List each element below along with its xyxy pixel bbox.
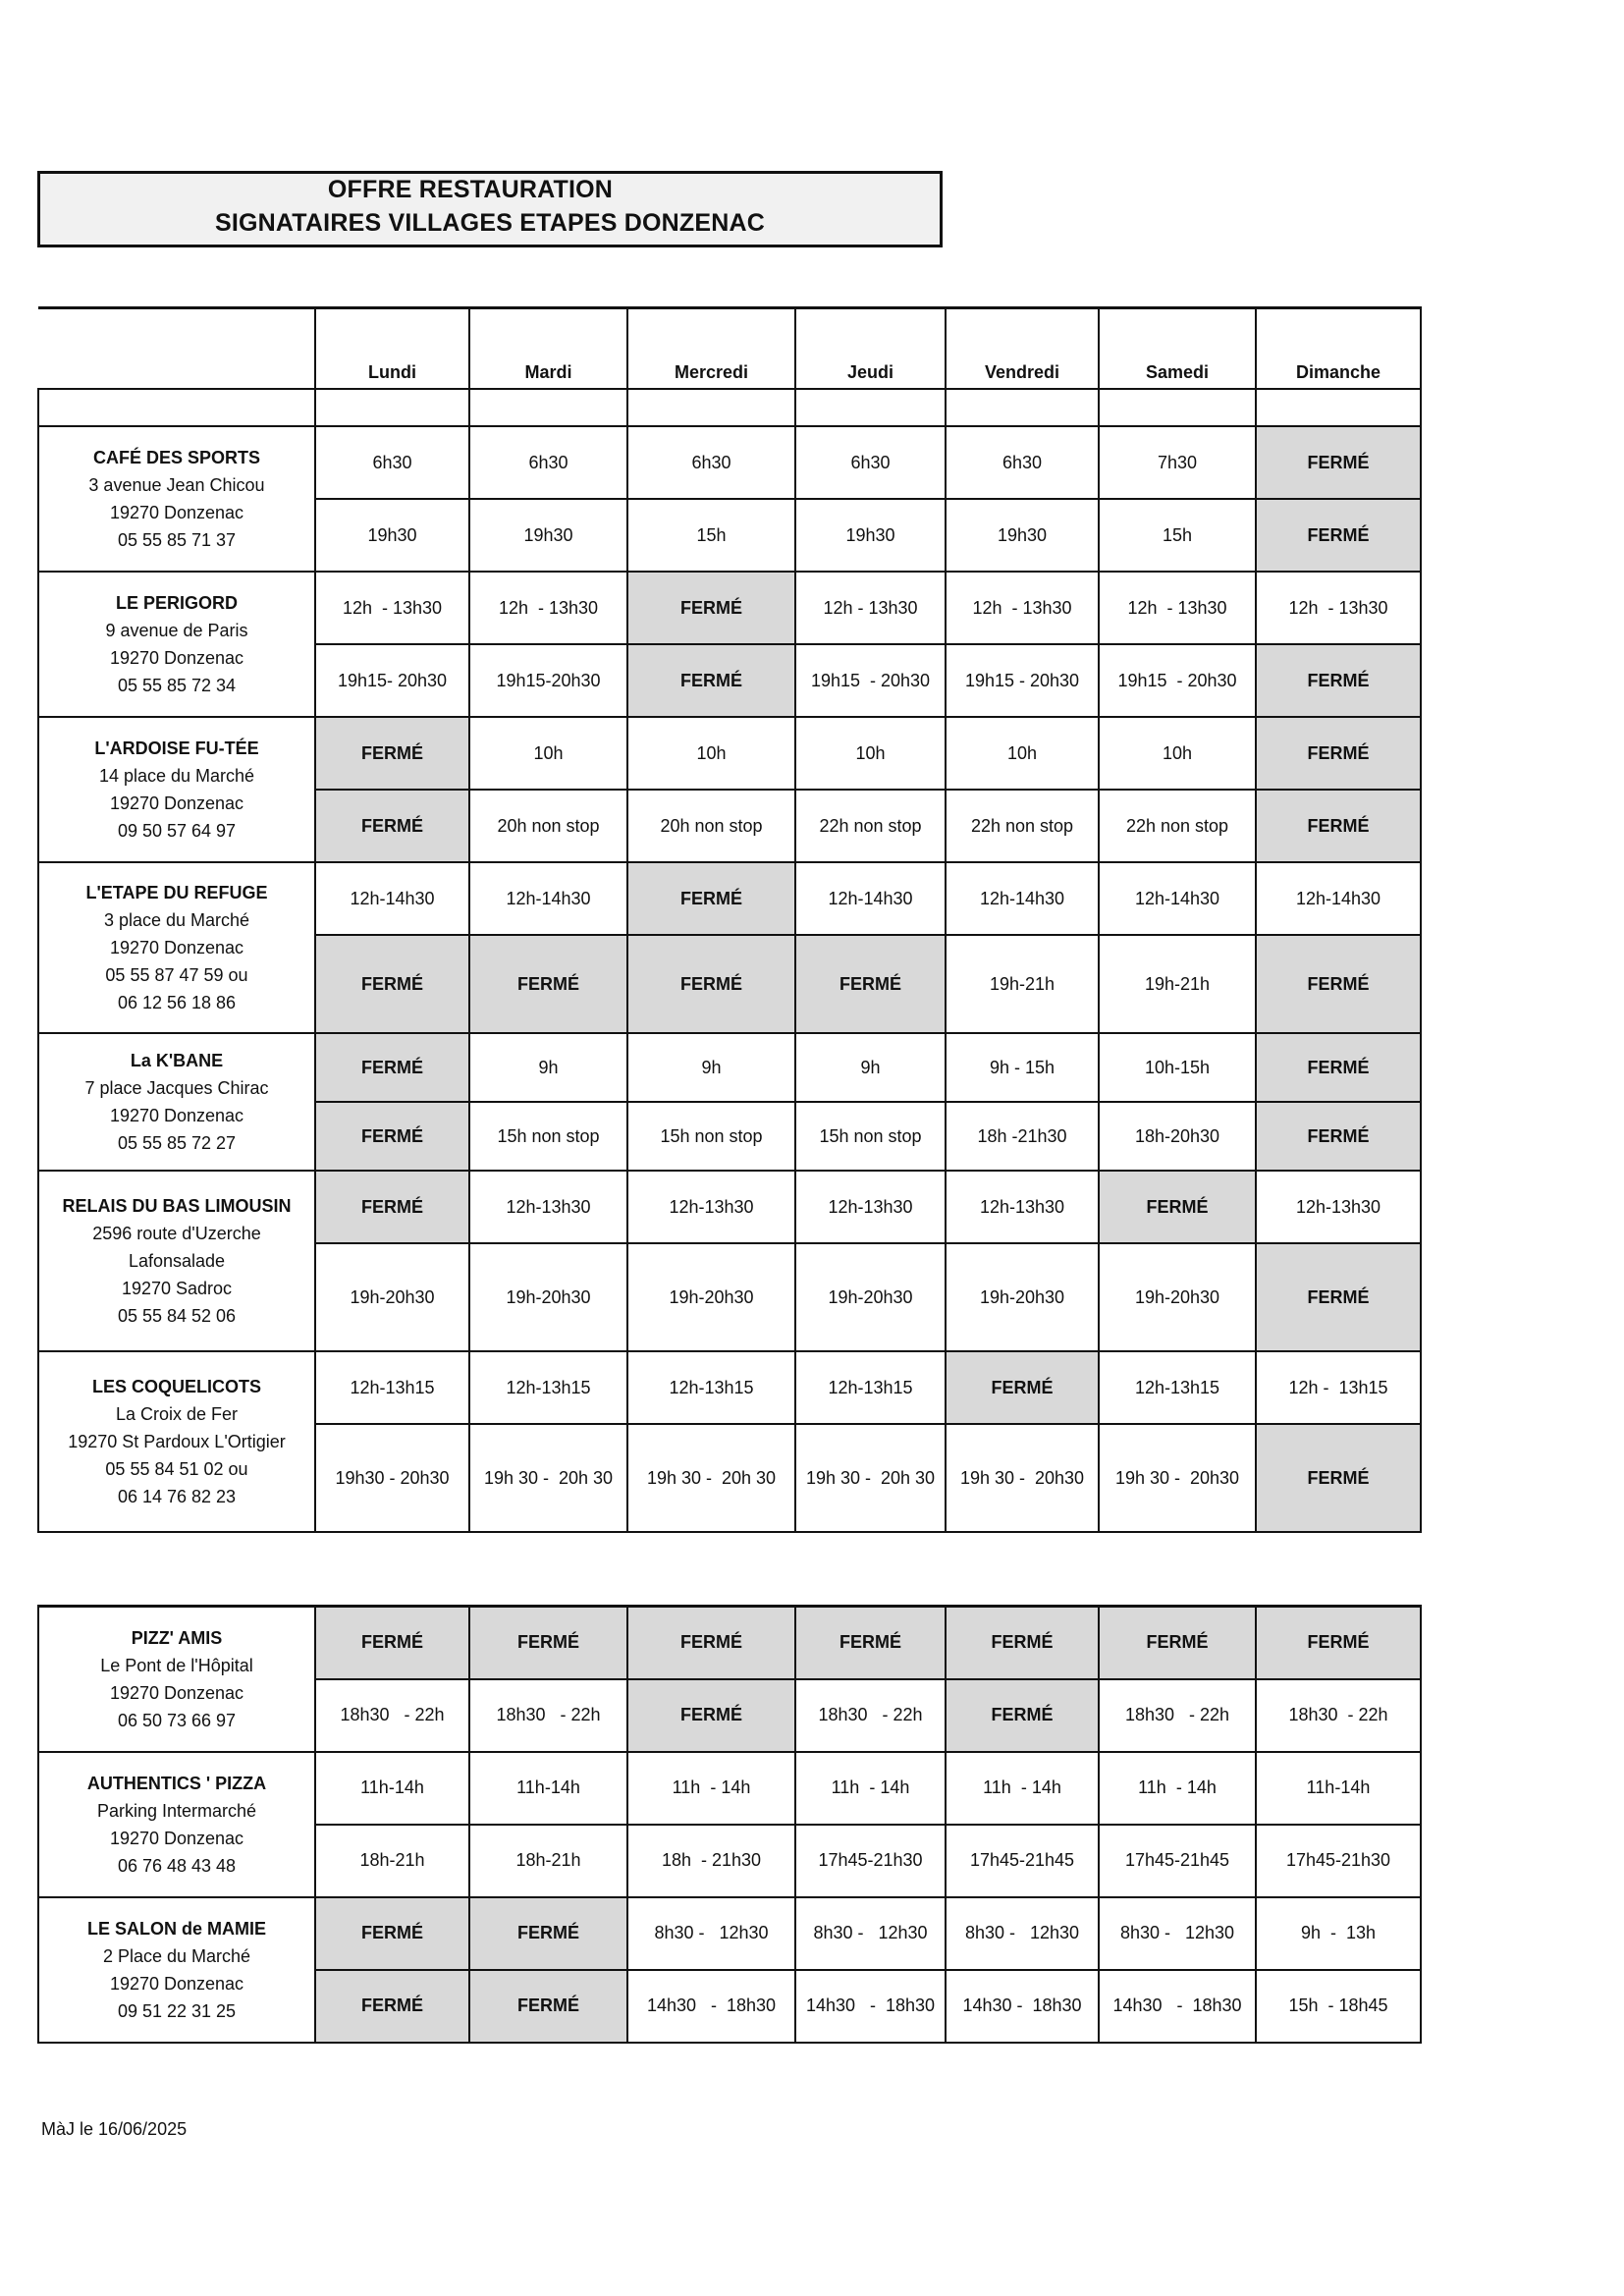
hours-cell-lundi: 12h-13h15 [315, 1351, 469, 1424]
hours-cell-mardi: 19h30 [469, 499, 627, 572]
establishment-name: L'ETAPE DU REFUGE [85, 883, 268, 902]
closed-cell-mardi: FERMÉ [469, 1607, 627, 1679]
establishment-address-line: 19270 Donzenac [109, 1682, 244, 1703]
header-corner [38, 308, 315, 390]
hours-cell-jeudi: 12h-14h30 [795, 862, 946, 935]
header-spacer-row [38, 389, 1421, 426]
closed-cell-lundi: FERMÉ [315, 1897, 469, 1970]
hours-cell-jeudi: 14h30 - 18h30 [795, 1970, 946, 2043]
closed-cell-jeudi: FERMÉ [795, 1607, 946, 1679]
establishment-address-line: 9 avenue de Paris [105, 621, 248, 640]
closed-cell-dimanche: FERMÉ [1256, 426, 1421, 499]
spacer-cell [315, 389, 469, 426]
hours-cell-vendredi: 6h30 [946, 426, 1099, 499]
closed-cell-dimanche: FERMÉ [1256, 1102, 1421, 1171]
closed-cell-lundi: FERMÉ [315, 1102, 469, 1171]
closed-cell-mardi: FERMÉ [469, 1897, 627, 1970]
schedule-row-authentics-pizza-midi [38, 1752, 1421, 1825]
hours-cell-lundi: 19h15- 20h30 [315, 644, 469, 717]
hours-cell-samedi: 18h-20h30 [1099, 1102, 1256, 1171]
schedule-row-pizz-amis-midi [38, 1607, 1421, 1679]
hours-cell-samedi: 11h - 14h [1099, 1752, 1256, 1825]
hours-cell-jeudi: 10h [795, 717, 946, 790]
hours-cell-dimanche: 12h - 13h30 [1256, 572, 1421, 644]
establishment-name: LES COQUELICOTS [91, 1377, 261, 1396]
establishment-address-line: 14 place du Marché [98, 766, 255, 786]
hours-cell-samedi: 18h30 - 22h [1099, 1679, 1256, 1752]
establishment-address-line: 19270 St Pardoux L'Ortigier [68, 1432, 286, 1451]
hours-cell-lundi: 12h-14h30 [315, 862, 469, 935]
hours-cell-jeudi: 19h15 - 20h30 [795, 644, 946, 717]
hours-cell-samedi: 10h-15h [1099, 1033, 1256, 1102]
establishment-pizz-amis [38, 1607, 315, 1752]
hours-cell-jeudi: 12h-13h15 [795, 1351, 946, 1424]
establishment-address-line: 19270 Donzenac [109, 648, 244, 668]
hours-cell-lundi: 19h30 [315, 499, 469, 572]
establishment-address-line: Lafonsalade [128, 1251, 226, 1271]
schedule-table-pizzerias [37, 1605, 1422, 2044]
establishment-cafe-des-sports [38, 426, 315, 572]
spacer-cell [1256, 389, 1421, 426]
hours-cell-mercredi: 10h [627, 717, 795, 790]
hours-cell-vendredi: 19h15 - 20h30 [946, 644, 1099, 717]
establishment-address-line: 19270 Donzenac [109, 1106, 244, 1125]
hours-cell-vendredi: 22h non stop [946, 790, 1099, 862]
establishment-les-coquelicots [38, 1351, 315, 1532]
establishment-name: L'ARDOISE FU-TÉE [94, 738, 259, 758]
spacer-cell [38, 389, 315, 426]
document-title: OFFRE RESTAURATION [327, 176, 614, 203]
closed-cell-lundi: FERMÉ [315, 1970, 469, 2043]
hours-cell-lundi: 6h30 [315, 426, 469, 499]
day-header-jeudi: Jeudi [795, 308, 946, 390]
hours-cell-mardi: 19h15-20h30 [469, 644, 627, 717]
hours-cell-jeudi: 11h - 14h [795, 1752, 946, 1825]
establishment-name: RELAIS DU BAS LIMOUSIN [62, 1196, 292, 1216]
hours-cell-samedi: 17h45-21h45 [1099, 1825, 1256, 1897]
day-header-samedi: Samedi [1099, 308, 1256, 390]
closed-cell-dimanche: FERMÉ [1256, 499, 1421, 572]
establishment-le-salon-de-mamie [38, 1897, 315, 2043]
hours-cell-jeudi: 9h [795, 1033, 946, 1102]
hours-cell-samedi: 12h-13h15 [1099, 1351, 1256, 1424]
establishment-le-perigord [38, 572, 315, 717]
hours-cell-vendredi: 9h - 15h [946, 1033, 1099, 1102]
hours-cell-dimanche: 12h-14h30 [1256, 862, 1421, 935]
establishment-address-line: La Croix de Fer [115, 1404, 239, 1424]
establishment-address-line: 19270 Donzenac [109, 1973, 244, 1994]
closed-cell-mercredi: FERMÉ [627, 862, 795, 935]
hours-cell-mardi: 12h - 13h30 [469, 572, 627, 644]
closed-cell-dimanche: FERMÉ [1256, 1424, 1421, 1532]
closed-cell-lundi: FERMÉ [315, 790, 469, 862]
hours-cell-samedi: 19h-20h30 [1099, 1243, 1256, 1351]
establishment-address-line: 05 55 87 47 59 ou [105, 965, 248, 985]
establishment-name: LE SALON de MAMIE [86, 1918, 266, 1939]
schedule-row-la-k-bane-midi [38, 1033, 1421, 1102]
spacer-cell [946, 389, 1099, 426]
day-header-dimanche: Dimanche [1256, 308, 1421, 390]
establishment-name: La K'BANE [130, 1051, 224, 1070]
spacer-cell [1099, 389, 1256, 426]
day-header-vendredi: Vendredi [946, 308, 1099, 390]
schedule-row-le-salon-de-mamie-midi [38, 1897, 1421, 1970]
hours-cell-mardi: 12h-13h15 [469, 1351, 627, 1424]
hours-cell-lundi: 19h-20h30 [315, 1243, 469, 1351]
closed-cell-lundi: FERMÉ [315, 1171, 469, 1243]
establishment-address-line: 19270 Donzenac [109, 938, 244, 957]
establishment-address-line: 2 Place du Marché [102, 1945, 251, 1966]
establishment-l-etape-du-refuge [38, 862, 315, 1033]
schedule-table-restaurants [37, 306, 1422, 1533]
establishment-address-line: 19270 Donzenac [109, 1828, 244, 1848]
closed-cell-samedi: FERMÉ [1099, 1607, 1256, 1679]
closed-cell-dimanche: FERMÉ [1256, 1243, 1421, 1351]
hours-cell-vendredi: 11h - 14h [946, 1752, 1099, 1825]
hours-cell-mercredi: 9h [627, 1033, 795, 1102]
hours-cell-dimanche: 18h30 - 22h [1256, 1679, 1421, 1752]
closed-cell-mercredi: FERMÉ [627, 935, 795, 1033]
schedule-row-l-ardoise-fu-tee-midi [38, 717, 1421, 790]
hours-cell-mardi: 6h30 [469, 426, 627, 499]
establishment-address-line: 05 55 84 52 06 [117, 1306, 237, 1326]
hours-cell-mercredi: 20h non stop [627, 790, 795, 862]
hours-cell-vendredi: 19h30 [946, 499, 1099, 572]
hours-cell-jeudi: 15h non stop [795, 1102, 946, 1171]
establishment-address-line: 06 76 48 43 48 [117, 1855, 237, 1876]
hours-cell-mercredi: 18h - 21h30 [627, 1825, 795, 1897]
closed-cell-mercredi: FERMÉ [627, 1679, 795, 1752]
establishment-name: PIZZ' AMIS [131, 1627, 223, 1648]
hours-cell-mardi: 19h 30 - 20h 30 [469, 1424, 627, 1532]
hours-cell-jeudi: 12h - 13h30 [795, 572, 946, 644]
hours-cell-jeudi: 8h30 - 12h30 [795, 1897, 946, 1970]
hours-cell-mercredi: 11h - 14h [627, 1752, 795, 1825]
hours-cell-mercredi: 12h-13h30 [627, 1171, 795, 1243]
hours-cell-vendredi: 19h-21h [946, 935, 1099, 1033]
establishment-address-line: 19270 Sadroc [121, 1279, 233, 1298]
hours-cell-jeudi: 6h30 [795, 426, 946, 499]
spacer-cell [795, 389, 946, 426]
hours-cell-samedi: 19h-21h [1099, 935, 1256, 1033]
day-header-mardi: Mardi [469, 308, 627, 390]
closed-cell-lundi: FERMÉ [315, 717, 469, 790]
hours-cell-samedi: 12h-14h30 [1099, 862, 1256, 935]
hours-cell-vendredi: 19h 30 - 20h30 [946, 1424, 1099, 1532]
closed-cell-lundi: FERMÉ [315, 1033, 469, 1102]
closed-cell-dimanche: FERMÉ [1256, 790, 1421, 862]
hours-cell-samedi: 7h30 [1099, 426, 1256, 499]
establishment-address-line: 19270 Donzenac [109, 503, 244, 522]
establishment-address-line: 06 50 73 66 97 [117, 1710, 237, 1730]
hours-cell-mercredi: 15h [627, 499, 795, 572]
hours-cell-samedi: 15h [1099, 499, 1256, 572]
closed-cell-dimanche: FERMÉ [1256, 1607, 1421, 1679]
closed-cell-lundi: FERMÉ [315, 935, 469, 1033]
establishment-address-line: 05 55 84 51 02 ou [105, 1459, 248, 1479]
hours-cell-vendredi: 8h30 - 12h30 [946, 1897, 1099, 1970]
hours-cell-dimanche: 15h - 18h45 [1256, 1970, 1421, 2043]
hours-cell-jeudi: 19h-20h30 [795, 1243, 946, 1351]
closed-cell-dimanche: FERMÉ [1256, 1033, 1421, 1102]
hours-cell-dimanche: 12h - 13h15 [1256, 1351, 1421, 1424]
establishment-address-line: 05 55 85 72 27 [117, 1133, 237, 1153]
establishment-address-line: 05 55 85 72 34 [117, 676, 237, 695]
hours-cell-dimanche: 12h-13h30 [1256, 1171, 1421, 1243]
establishment-name: CAFÉ DES SPORTS [92, 448, 261, 467]
hours-cell-jeudi: 17h45-21h30 [795, 1825, 946, 1897]
closed-cell-mercredi: FERMÉ [627, 572, 795, 644]
hours-cell-mardi: 18h30 - 22h [469, 1679, 627, 1752]
hours-cell-vendredi: 14h30 - 18h30 [946, 1970, 1099, 2043]
establishment-address-line: 06 14 76 82 23 [117, 1487, 237, 1506]
spacer-cell [627, 389, 795, 426]
hours-cell-dimanche: 17h45-21h30 [1256, 1825, 1421, 1897]
closed-cell-samedi: FERMÉ [1099, 1171, 1256, 1243]
establishment-address-line: 7 place Jacques Chirac [84, 1078, 269, 1098]
hours-cell-jeudi: 22h non stop [795, 790, 946, 862]
hours-cell-mardi: 11h-14h [469, 1752, 627, 1825]
hours-cell-dimanche: 11h-14h [1256, 1752, 1421, 1825]
hours-cell-mercredi: 6h30 [627, 426, 795, 499]
hours-cell-samedi: 10h [1099, 717, 1256, 790]
hours-cell-samedi: 19h15 - 20h30 [1099, 644, 1256, 717]
establishment-authentics-pizza [38, 1752, 315, 1897]
hours-cell-mercredi: 14h30 - 18h30 [627, 1970, 795, 2043]
hours-cell-mardi: 10h [469, 717, 627, 790]
hours-cell-jeudi: 18h30 - 22h [795, 1679, 946, 1752]
schedule-body-pizzerias [38, 1607, 1421, 2043]
closed-cell-vendredi: FERMÉ [946, 1607, 1099, 1679]
hours-cell-vendredi: 12h - 13h30 [946, 572, 1099, 644]
schedule-row-relais-du-bas-limousin-midi [38, 1171, 1421, 1243]
closed-cell-dimanche: FERMÉ [1256, 644, 1421, 717]
hours-cell-mercredi: 15h non stop [627, 1102, 795, 1171]
closed-cell-mardi: FERMÉ [469, 935, 627, 1033]
day-header-lundi: Lundi [315, 308, 469, 390]
hours-cell-mardi: 19h-20h30 [469, 1243, 627, 1351]
closed-cell-mercredi: FERMÉ [627, 644, 795, 717]
schedule-row-l-etape-du-refuge-midi [38, 862, 1421, 935]
closed-cell-vendredi: FERMÉ [946, 1679, 1099, 1752]
hours-cell-jeudi: 19h30 [795, 499, 946, 572]
closed-cell-mardi: FERMÉ [469, 1970, 627, 2043]
closed-cell-jeudi: FERMÉ [795, 935, 946, 1033]
closed-cell-dimanche: FERMÉ [1256, 935, 1421, 1033]
hours-cell-samedi: 8h30 - 12h30 [1099, 1897, 1256, 1970]
hours-cell-vendredi: 17h45-21h45 [946, 1825, 1099, 1897]
establishment-name: AUTHENTICS ' PIZZA [86, 1773, 267, 1793]
closed-cell-mercredi: FERMÉ [627, 1607, 795, 1679]
hours-cell-vendredi: 12h-13h30 [946, 1171, 1099, 1243]
establishment-address-line: 3 place du Marché [103, 910, 250, 930]
establishment-address-line: 05 55 85 71 37 [117, 530, 237, 550]
document-title-box [37, 171, 943, 247]
hours-cell-vendredi: 18h -21h30 [946, 1102, 1099, 1171]
hours-cell-lundi: 18h30 - 22h [315, 1679, 469, 1752]
schedule-row-le-perigord-midi [38, 572, 1421, 644]
hours-cell-lundi: 19h30 - 20h30 [315, 1424, 469, 1532]
hours-cell-lundi: 11h-14h [315, 1752, 469, 1825]
schedule-row-cafe-des-sports-midi [38, 426, 1421, 499]
closed-cell-vendredi: FERMÉ [946, 1351, 1099, 1424]
hours-cell-mardi: 12h-14h30 [469, 862, 627, 935]
hours-cell-vendredi: 19h-20h30 [946, 1243, 1099, 1351]
hours-cell-mercredi: 12h-13h15 [627, 1351, 795, 1424]
hours-cell-mardi: 20h non stop [469, 790, 627, 862]
hours-cell-samedi: 12h - 13h30 [1099, 572, 1256, 644]
hours-cell-mercredi: 19h 30 - 20h 30 [627, 1424, 795, 1532]
hours-cell-mercredi: 19h-20h30 [627, 1243, 795, 1351]
day-header-row [38, 308, 1421, 390]
establishment-address-line: Parking Intermarché [96, 1800, 257, 1821]
establishment-address-line: 2596 route d'Uzerche [92, 1224, 261, 1243]
hours-cell-mardi: 15h non stop [469, 1102, 627, 1171]
establishment-la-k-bane [38, 1033, 315, 1171]
closed-cell-dimanche: FERMÉ [1256, 717, 1421, 790]
schedule-row-les-coquelicots-midi [38, 1351, 1421, 1424]
hours-cell-jeudi: 12h-13h30 [795, 1171, 946, 1243]
hours-cell-mercredi: 8h30 - 12h30 [627, 1897, 795, 1970]
establishment-address-line: Le Pont de l'Hôpital [100, 1655, 253, 1675]
establishment-relais-du-bas-limousin [38, 1171, 315, 1351]
hours-cell-mardi: 12h-13h30 [469, 1171, 627, 1243]
schedule-body-restaurants [38, 426, 1421, 1532]
establishment-name: LE PERIGORD [115, 593, 238, 613]
hours-cell-dimanche: 9h - 13h [1256, 1897, 1421, 1970]
establishment-address-line: 06 12 56 18 86 [117, 993, 237, 1012]
hours-cell-jeudi: 19h 30 - 20h 30 [795, 1424, 946, 1532]
hours-cell-samedi: 22h non stop [1099, 790, 1256, 862]
hours-cell-samedi: 14h30 - 18h30 [1099, 1970, 1256, 2043]
establishment-address-line: 3 avenue Jean Chicou [88, 475, 265, 495]
update-date-note: MàJ le 16/06/2025 [41, 2119, 188, 2139]
hours-cell-mardi: 18h-21h [469, 1825, 627, 1897]
closed-cell-lundi: FERMÉ [315, 1607, 469, 1679]
hours-cell-vendredi: 10h [946, 717, 1099, 790]
day-header-mercredi: Mercredi [627, 308, 795, 390]
hours-cell-samedi: 19h 30 - 20h30 [1099, 1424, 1256, 1532]
hours-cell-mardi: 9h [469, 1033, 627, 1102]
establishment-l-ardoise-fu-tee [38, 717, 315, 862]
hours-cell-lundi: 12h - 13h30 [315, 572, 469, 644]
hours-cell-lundi: 18h-21h [315, 1825, 469, 1897]
document-subtitle: SIGNATAIRES VILLAGES ETAPES DONZENAC [214, 209, 766, 237]
establishment-address-line: 19270 Donzenac [109, 793, 244, 813]
hours-cell-vendredi: 12h-14h30 [946, 862, 1099, 935]
establishment-address-line: 09 50 57 64 97 [117, 821, 237, 841]
spacer-cell [469, 389, 627, 426]
establishment-address-line: 09 51 22 31 25 [117, 2000, 237, 2021]
